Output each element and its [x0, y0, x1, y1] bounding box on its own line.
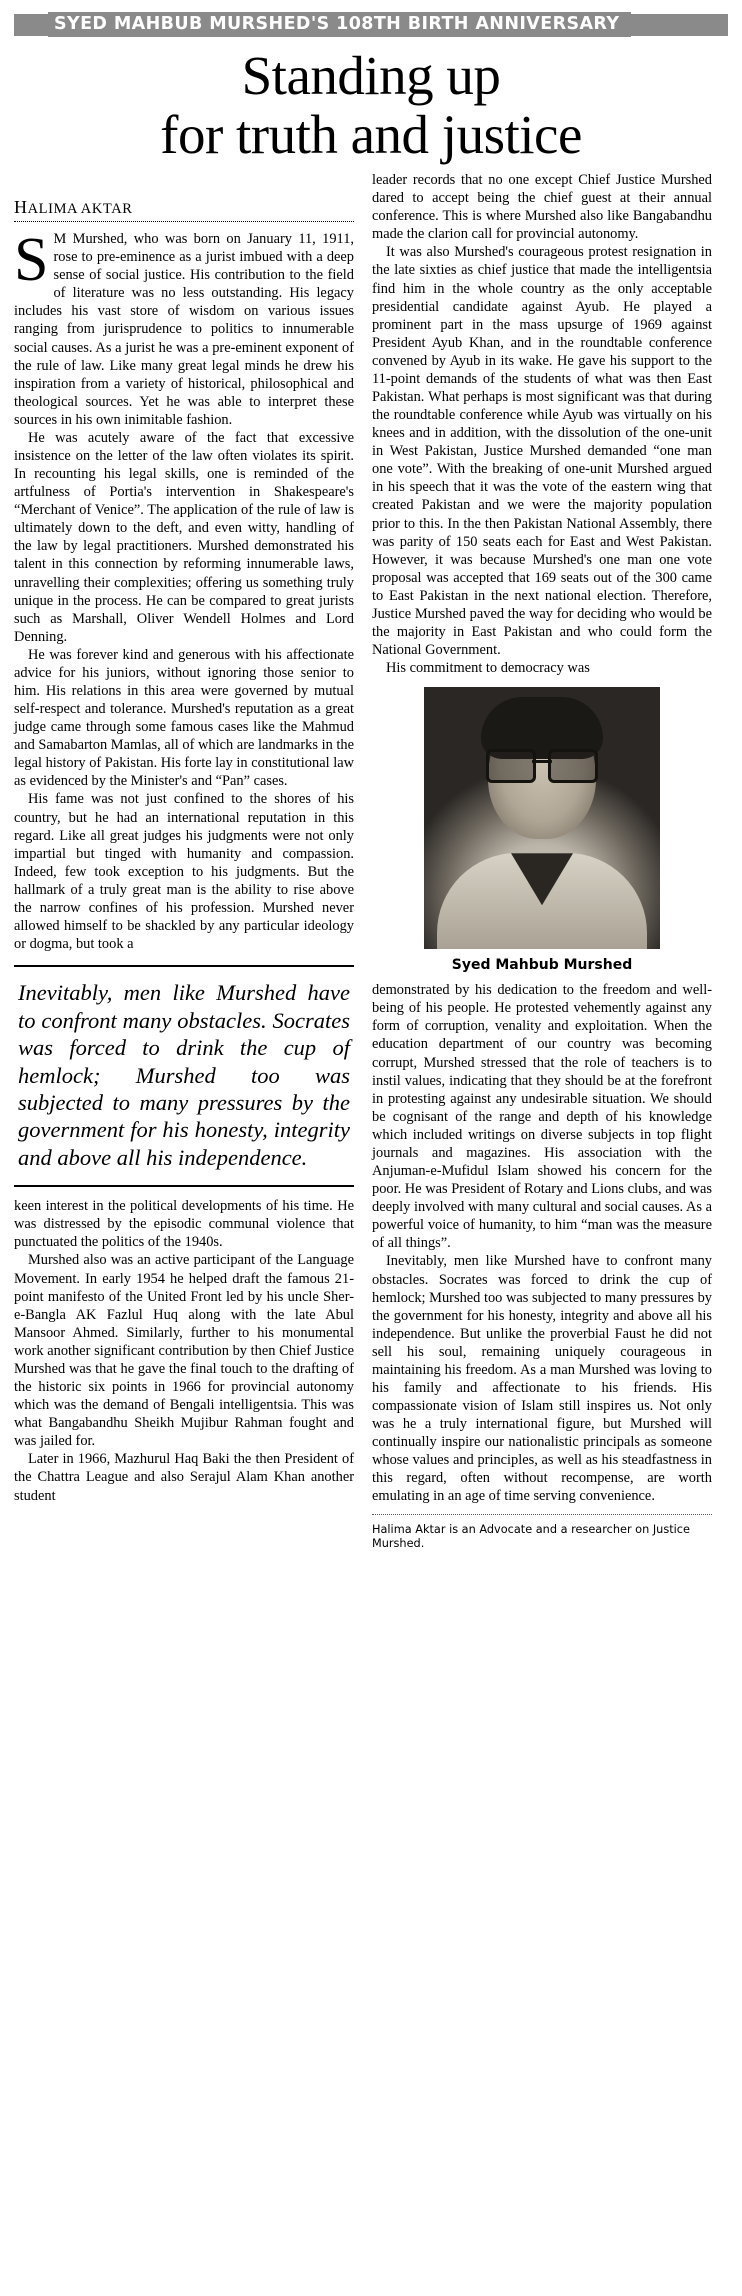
photo-block	[372, 687, 712, 973]
paragraph: leader records that no one except Chief Justice Murshed dared to accept being the chief guest at their annual conference. This is where Murshed also like Bangabandhu made the clarion call for provincial autonomy.	[372, 172, 712, 243]
paragraph: demonstrated by his dedication to the freedom and well-being of his people. He protested vehemently against any form of corruption, venality and exploitation. When the education department of our country was becoming corrupt, Murshed stressed that the role of teachers is to instil values, indicating that they should be at the forefront in protesting against any undesirable situation. We should be cognisant of the range and depth of his knowledge which included writings on diverse subjects in top flight journals and magazines. His association with the Anjuman-e-Mufidul Islam showed his concern for the poor. He was President of Rotary and Lions clubs, and was deeply involved with many cultural and social causes. As a powerful voice of humanity, to him “man was the measure of all things”.	[372, 982, 712, 1252]
pull-quote: Inevitably, men like Murshed have to confront many obstacles. Socrates was forced to drink the cup of hemlock; Murshed too was subjected to many pressures by the government for his honesty, integrity and above all his independence.	[14, 965, 354, 1187]
byline-divider	[14, 221, 354, 222]
byline-name: ALIMA AKTAR	[27, 201, 133, 218]
paragraph: His fame was not just confined to the shores of his country, but he had an international reputation in this regard. Like all great judges his judgments were not only impartial but tinged with humanity and compassion. Indeed, few took exception to his judgments. But the hallmark of a truly great man is the ability to rise above the narrow confines of his profession. Murshed never allowed himself to be shackled by any particular ideology or dogma, but took a	[14, 791, 354, 953]
paragraph: His commitment to democracy was	[386, 660, 590, 677]
left-column	[14, 171, 354, 1505]
right-column	[372, 171, 712, 1551]
paragraph-text: M Murshed, who was born on January 11, 1911, rose to pre-eminence as a jurist imbued with a deep sense of social justice. His contribution to the field of literature was no less outstanding. His legacy includes his vast store of wisdom on various issues ranging from jurisprudence to politics to innumerable social causes. As a jurist he was a pre-eminent exponent of the rule of law. Like many great legal minds he drew his inspiration from a variety of historical, philosophical and theological sources. Yet he was able to interpret these sources in his own inimitable fashion.	[14, 231, 354, 428]
glasses-left-lens	[486, 749, 536, 783]
kicker-bar-right	[631, 14, 728, 36]
kicker-text: SYED MAHBUB MURSHED'S 108TH BIRTH ANNIVERSARY	[48, 12, 631, 37]
glasses-icon	[486, 749, 598, 779]
drop-cap: S	[14, 226, 49, 295]
paragraph: He was forever kind and generous with his affectionate advice for his juniors, without ignoring those senior to him. His relations in this area were governed by mutual self-respect and tolerance. Murshed's reputation as a great judge came through some famous cases like the Mahmud and Samabarton Mamlas, all of which are landmarks in the legal history of Pakistan. His forte lay in constitutional law as evidenced by the Minister's and “Pan” cases.	[14, 646, 354, 790]
paragraph: He was acutely aware of the fact that excessive insistence on the letter of the law often violates its spirit. In recounting his legal skills, one is reminded of the artfulness of Portia's intervention in Shakespeare's “Merchant of Venice”. The application of the rule of law is ultimately down to the deft, and even witty, handling of the law by legal practitioners. Murshed demonstrated his talent in this connection by reforming innumerable laws, unravelling their complexities; offering us something truly unique in the process. He can be compared to great jurists such as Marshall, Oliver Wendell Holmes and Lord Denning.	[14, 429, 354, 645]
article-columns	[14, 171, 728, 1551]
footnote-divider	[372, 1514, 712, 1515]
paragraph	[14, 226, 354, 429]
paragraph: Later in 1966, Mazhurul Haq Baki the then President of the Chattra League and also Serajul Alam Khan another student	[14, 1451, 354, 1504]
glasses-right-lens	[548, 749, 598, 783]
kicker-banner	[14, 12, 728, 37]
paragraph: Inevitably, men like Murshed have to confront many obstacles. Socrates was forced to drink the cup of hemlock; Murshed too was subjected to many pressures by the government for his honesty, integrity and above all his independence. But unlike the proverbial Faust he did not sell his soul, remaining uniquely courageous in maintaining his freedom. As a man Murshed was loving to his family and affectionate to his friends. His compassionate vision of Islam still inspires us. Not only was he a truly international figure, but Murshed will continually inspire our nationalistic principals as someone whose values and principles, as well as his steadfastness in this regard, often without recompense, are worth emulating in an age of time serving convenience.	[372, 1253, 712, 1505]
portrait-photo	[424, 687, 660, 949]
footnote-block	[372, 1514, 712, 1552]
photo-caption: Syed Mahbub Murshed	[451, 957, 633, 974]
headline-line-1: Standing up	[241, 45, 501, 107]
kicker-bar-left	[14, 14, 48, 36]
byline	[14, 197, 354, 218]
byline-initial: H	[14, 197, 28, 218]
paragraph: keen interest in the political developments of his time. He was distressed by the episodic communal violence that punctuated the politics of the 1940s.	[14, 1198, 354, 1251]
paragraph: Murshed also was an active participant of the Language Movement. In early 1954 he helped draft the famous 21-point manifesto of the United Front led by his uncle Sher-e-Bangla AK Fazlul Huq along with the late Abul Mansoor Ahmed. Similarly, further to his monumental work another significant contribution by then Chief Justice Murshed was that he gave the final touch to the drafting of the historic six points in 1966 for provincial autonomy which was the demand of Bengali intelligentsia. This was what Bangabandhu Sheikh Mujibur Rahman fought and was jailed for.	[14, 1252, 354, 1450]
paragraph: It was also Murshed's courageous protest resignation in the late sixties as chief justice that made the intelligentsia find him in the whole country as the only acceptable presidential candidate against Ayub. He played a prominent part in the mass upsurge of 1969 against President Ayub Khan, and in the roundtable conference convened by Ayub in its wake. He gave his support to the 11-point demands of the students of what was then East Pakistan. What perhaps is most significant was that during the roundtable conference while Ayub was virtually on his knees and in addition, with the dissolution of the one-unit in West Pakistan, Justice Murshed demanded “one man one vote”. With the breaking of one-unit Murshed argued in his speech that it was the vote of the eastern wing that created Pakistan and we were the majority population prior to this. In the then Pakistan National Assembly, there was parity of 150 seats each for East and West Pakistan. However, it was because Murshed's one man one vote proposal was accepted that 169 seats out of the 300 came to East Pakistan in the next national election. Therefore, Justice Murshed paved the way for deciding who would be the majority in East Pakistan and who could form the National Government.	[372, 244, 712, 659]
page-title	[14, 47, 728, 165]
headline-line-2: for truth and justice	[160, 104, 582, 166]
author-footnote: Halima Aktar is an Advocate and a researcher on Justice Murshed.	[372, 1522, 690, 1550]
